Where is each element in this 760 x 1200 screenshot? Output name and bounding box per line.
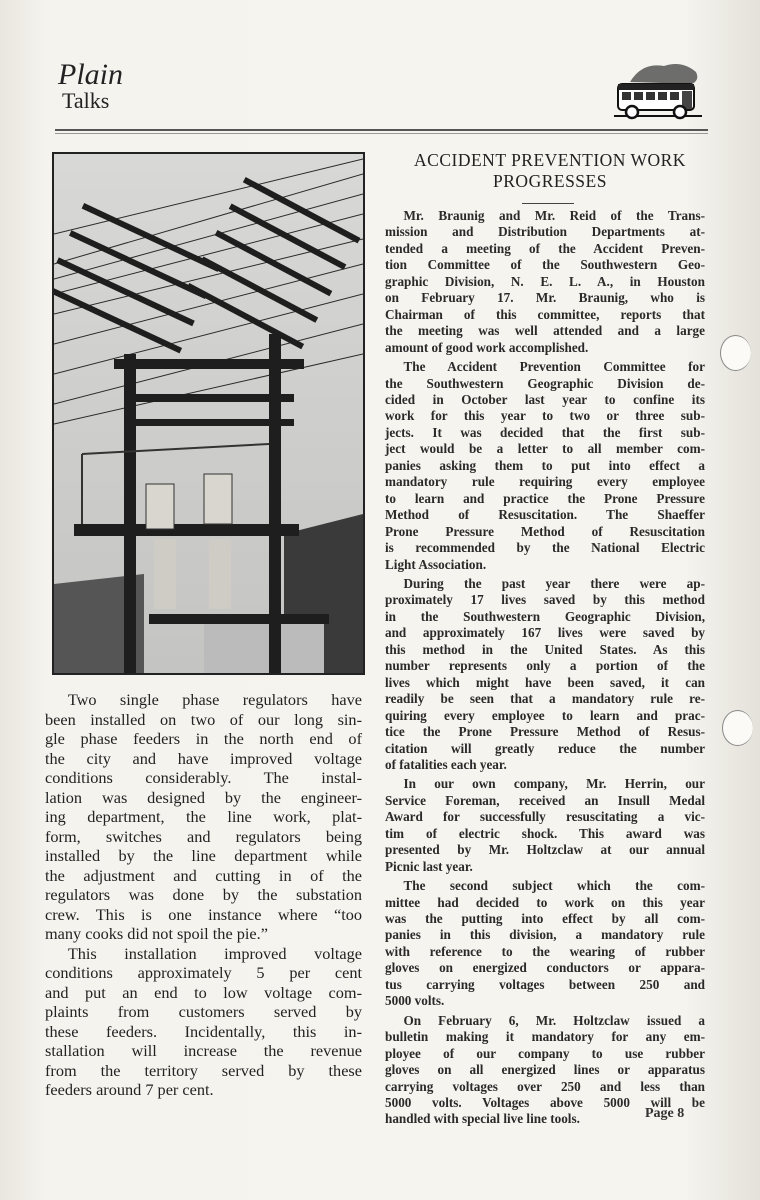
text-line: conditions approximately 5 per cent <box>45 963 362 982</box>
text-line: mandatory rule requiring every employee <box>385 474 705 490</box>
text-line: carrying voltages over 250 and less than <box>385 1078 705 1094</box>
text-line: tice the Prone Pressure Method of Resus- <box>385 724 705 740</box>
text-line: Service Foreman, received an Insull Medal <box>385 792 705 808</box>
text-line: 5000 volts. <box>385 993 445 1009</box>
text-line: Prone Pressure Method of Resuscitation <box>385 523 705 539</box>
text-line: Method of Resuscitation. The Shaeffer <box>385 507 705 523</box>
text-line: ployee of our company to use rubber <box>385 1045 705 1061</box>
text-line: was the putting into effect by all com- <box>385 911 705 927</box>
text-line: This installation improved voltage <box>67 943 362 963</box>
text-line: and approximately 167 lives were saved by <box>385 625 705 641</box>
header-rule <box>55 129 708 131</box>
title-line1: ACCIDENT PREVENTION WORK <box>414 150 686 170</box>
text-line: jects. It was decided that the first sub- <box>385 424 705 440</box>
regulator-installation-photo <box>52 152 365 675</box>
text-line: panies in this division, a mandatory rule <box>385 927 705 943</box>
text-line: tion Committee of the Southwestern Geo- <box>385 257 705 273</box>
text-line: the city and have improved voltage <box>45 748 362 768</box>
text-line: On February 6, Mr. Holtzclaw issued a <box>403 1012 705 1028</box>
title-line2: PROGRESSES <box>493 171 607 191</box>
text-line: During the past year there were ap- <box>403 575 705 591</box>
plain-talks-logo <box>56 58 136 122</box>
article-title <box>385 150 715 192</box>
text-line: The Accident Prevention Committee for <box>403 359 705 375</box>
text-line: panies asking them to put into effect a <box>385 457 705 473</box>
text-line: gloves on energized conductors or appara- <box>385 960 705 976</box>
text-line: in the Southwestern Geographic Division, <box>385 608 705 624</box>
bus-icon <box>612 58 704 124</box>
text-line: the meeting was well attended and a large <box>385 323 705 339</box>
text-line: ing department, the line work, plat- <box>45 807 362 826</box>
text-line: gle phase feeders in the north end of <box>45 729 362 748</box>
text-line: Chairman of this committee, reports that <box>385 306 705 322</box>
logo-line1: Plain <box>58 58 123 91</box>
text-line: the adjustment and cutting in of the <box>45 865 362 885</box>
text-line: these feeders. Incidentally, this in- <box>45 1021 362 1041</box>
text-line: Picnic last year. <box>385 858 473 874</box>
text-line: Award for successfully resuscitating a vic- <box>385 809 705 825</box>
text-line: mittee had decided to work on this year <box>385 894 705 910</box>
page-number: Page 8 <box>645 1106 685 1121</box>
text-line: quiring every employee to learn and prac- <box>385 707 705 723</box>
text-line: lives which might have been saved, it can <box>385 674 705 690</box>
text-line: of fatalities each year. <box>385 756 507 772</box>
binder-hole <box>722 710 753 746</box>
text-line: with reference to the wearing of rubber <box>385 943 705 959</box>
text-line: regulators was done by the substation <box>45 885 362 904</box>
text-line: tended a meeting of the Accident Preven- <box>385 240 705 256</box>
paragraph <box>385 776 705 875</box>
text-line: handled with special live line tools. <box>385 1111 580 1127</box>
text-line: form, switches and regulators being <box>45 826 362 846</box>
text-line: tus carrying voltages between 250 and <box>385 976 705 992</box>
title-divider <box>522 203 574 204</box>
text-line: readily be seen that a mandatory rule re- <box>385 691 705 707</box>
paragraph <box>385 576 705 773</box>
text-line: to learn and practice the Prone Pressure <box>385 490 705 506</box>
article-left-column <box>45 690 362 1100</box>
text-line: plaints from customers served by <box>45 1002 362 1021</box>
text-line: Mr. Braunig and Mr. Reid of the Trans- <box>403 208 705 223</box>
text-line: many cooks did not spoil the pie.” <box>45 924 268 943</box>
text-line: crew. This is one instance where “too <box>45 904 362 924</box>
text-line: mission and Distribution Departments at- <box>385 224 705 240</box>
text-line: work for this year to two or three sub- <box>385 408 705 424</box>
text-line: ject would be a letter to all member com- <box>385 441 705 457</box>
text-line: The second subject which the com- <box>403 878 705 894</box>
text-line: conditions considerably. The instal- <box>45 768 362 787</box>
text-line: amount of good work accomplished. <box>385 339 589 355</box>
paragraph <box>45 690 362 944</box>
text-line: proximately 17 lives saved by this method <box>385 592 705 608</box>
text-line: this method in the United States. As this <box>385 641 705 657</box>
text-line: stallation will increase the revenue <box>45 1041 362 1060</box>
text-line: presented by Mr. Holtzclaw at our annual <box>385 842 705 858</box>
text-line: installed by the line department while <box>45 846 362 865</box>
text-line: graphic Division, N. E. L. A., in Houston <box>385 273 705 289</box>
text-line: been installed on two of our long sin- <box>45 709 362 729</box>
text-line: the Southwestern Geographic Division de- <box>385 375 705 391</box>
logo-line2: Talks <box>62 88 110 113</box>
text-line: In our own company, Mr. Herrin, our <box>403 776 705 792</box>
text-line: and put an end to low voltage com- <box>45 982 362 1002</box>
text-line: is recommended by the National Electric <box>385 540 705 556</box>
text-line: Two single phase regulators have <box>67 690 362 709</box>
paragraph <box>385 208 705 356</box>
text-line: citation will greatly reduce the number <box>385 740 705 756</box>
text-line: 5000 volts. Voltages above 5000 will be <box>385 1095 705 1111</box>
text-line: feeders around 7 per cent. <box>45 1080 214 1099</box>
text-line: Light Association. <box>385 556 487 572</box>
text-line: on February 17. Mr. Braunig, who is <box>385 290 705 306</box>
text-line: gloves on all energized lines or apparatus <box>385 1062 705 1078</box>
article-right-column <box>385 208 705 1131</box>
text-line: lation was designed by the engineer- <box>45 787 362 807</box>
text-line: cided in October last year to confine its <box>385 391 705 407</box>
text-line: number represents only a portion of the <box>385 658 705 674</box>
paragraph <box>385 359 705 573</box>
paragraph <box>385 878 705 1010</box>
binder-hole <box>720 335 751 371</box>
text-line: tim of electric shock. This award was <box>385 825 705 841</box>
text-line: from the territory served by these <box>45 1060 362 1080</box>
text-line: bulletin making it mandatory for any em- <box>385 1029 705 1045</box>
header-rule-thin <box>55 133 708 134</box>
paragraph <box>45 944 362 1100</box>
